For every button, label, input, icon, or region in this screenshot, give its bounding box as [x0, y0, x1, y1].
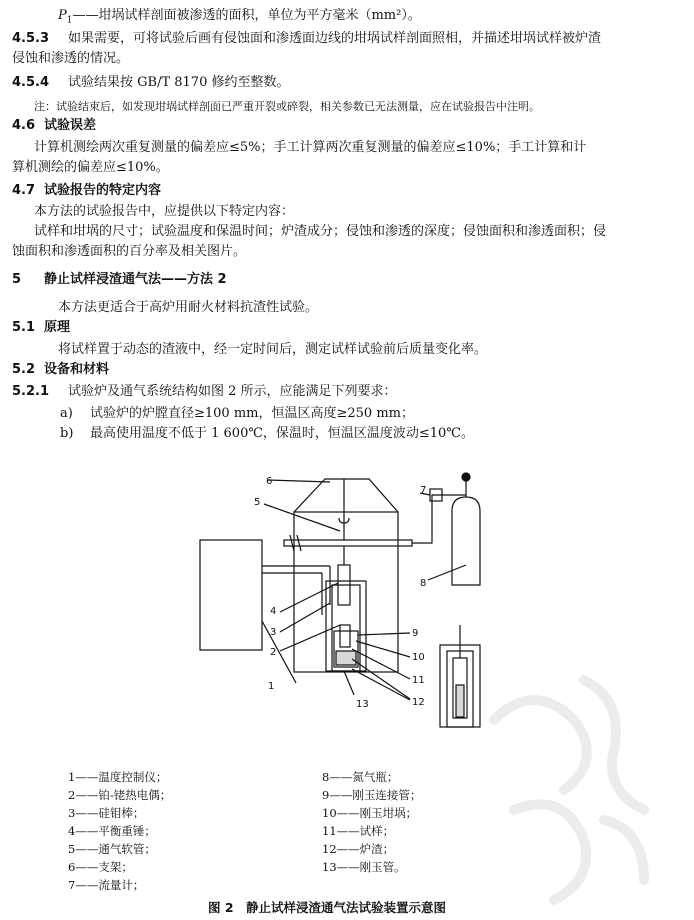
callout-5: 5 [254, 497, 261, 508]
list-item-b-text: 最高使用温度不低于 1 600℃，保温时，恒温区温度波动≤10℃。 [90, 426, 474, 441]
list-item-a [60, 404, 414, 424]
furnace-roof [294, 479, 398, 512]
clause-4-5-3-text: 如果需要，可将试验后画有侵蚀面和渗透面边线的坩埚试样剖面照相，并描述坩埚试样被炉渣 [68, 31, 602, 46]
section-4-7-line1: 本方法的试验报告中，应提供以下特定内容： [34, 204, 295, 219]
clause-5-2-1 [12, 382, 397, 402]
clause-4-5-4-text: 试验结果按 GB/T 8170 修约至整数。 [68, 75, 290, 90]
callout-10: 10 [412, 652, 425, 663]
sample [340, 625, 350, 647]
legend-item: 2——铂-铑热电偶； [68, 788, 172, 802]
legend-item: 6——支架； [68, 860, 133, 874]
callout-9: 9 [412, 628, 419, 639]
gas-pipe [284, 540, 412, 546]
slag [336, 651, 356, 665]
callout-12: 12 [412, 697, 425, 708]
callout-11: 11 [412, 675, 425, 686]
legend-item: 1——温度控制仪； [68, 770, 168, 784]
section-5-1-line1: 将试样置于动态的渣液中，经一定时间后，测定试样试验前后质量变化率。 [58, 342, 488, 357]
list-item-a-label: a) [60, 406, 73, 421]
clause-5-2-1-number: 5.2.1 [12, 384, 50, 399]
p1-symbol: P [58, 8, 67, 23]
legend-item: 13——刚玉管。 [322, 860, 406, 874]
clause-4-5-3-line1 [12, 29, 601, 49]
clause-4-5-4 [12, 73, 289, 93]
furnace-body [294, 512, 398, 672]
clause-5-2-1-text: 试验炉及通气系统结构如图 2 所示，应能满足下列要求： [68, 384, 397, 399]
callout-1: 1 [268, 681, 275, 692]
section-5-1-number: 5.1 [12, 320, 36, 335]
legend-item: 9——刚玉连接管； [322, 788, 422, 802]
legend-item: 5——通气软管； [68, 842, 156, 856]
nitrogen-cylinder [452, 497, 480, 585]
list-item-b-label: b) [60, 426, 74, 441]
callout-13: 13 [356, 699, 369, 710]
legend-left [68, 768, 171, 894]
section-4-6-number: 4.6 [12, 118, 36, 133]
section-4-7-heading [12, 181, 161, 201]
section-4-7-number: 4.7 [12, 183, 36, 198]
section-4-6-title: 试验误差 [44, 118, 97, 133]
clause-4-5-4-number: 4.5.4 [12, 75, 50, 90]
section-4-6-line1: 计算机测绘两次重复测量的偏差应≤5%；手工计算两次重复测量的偏差应≤10%；手工计算和计 [34, 140, 587, 155]
section-5-1-title: 原理 [44, 320, 71, 335]
legend-item: 7——流量计； [68, 878, 145, 892]
clause-4-5-3-number: 4.5.3 [12, 31, 50, 46]
section-5-2-heading [12, 360, 109, 380]
note-text: 注：试验结束后，如发现坩埚试样剖面已严重开裂或碎裂，相关参数已无法测量，应在试验报告中注明。 [34, 100, 540, 113]
section-5-line1: 本方法更适合于高炉用耐火材料抗渣性试验。 [58, 300, 319, 315]
p1-definition [58, 6, 421, 31]
section-4-7-line2: 试样和坩埚的尺寸；试验温度和保温时间；炉渣成分；侵蚀和渗透的深度；侵蚀面积和渗透面积；侵 [34, 224, 607, 239]
callout-3: 3 [270, 627, 277, 638]
section-5-2-number: 5.2 [12, 362, 36, 377]
section-5-1-heading [12, 318, 70, 338]
section-5-2-title: 设备和材料 [44, 362, 110, 377]
p1-subscript: 1 [66, 15, 73, 26]
section-5-number: 5 [12, 272, 22, 287]
list-item-b [60, 424, 474, 444]
p1-text: ——坩埚试样剖面被渗透的面积，单位为平方毫米（mm²）。 [72, 8, 421, 23]
section-5-title: 静止试样浸渣通气法——方法 2 [44, 272, 227, 287]
section-4-7-title: 试验报告的特定内容 [44, 183, 162, 198]
section-4-6-heading [12, 116, 96, 136]
clause-4-5-3-line2: 侵蚀和渗透的情况。 [12, 51, 130, 66]
callout-4: 4 [270, 606, 277, 617]
list-item-a-text: 试验炉的炉膛直径≥100 mm，恒温区高度≥250 mm； [90, 406, 414, 421]
legend-item: 4——平衡重锤； [68, 824, 156, 838]
legend-item: 11——试样； [322, 824, 395, 838]
callout-6: 6 [266, 476, 273, 487]
section-5-heading [12, 270, 227, 290]
callout-7: 7 [420, 485, 427, 496]
callout-8: 8 [420, 578, 427, 589]
legend-item: 12——炉渣； [322, 842, 395, 856]
section-4-6-line2: 算机测绘的偏差应≤10%。 [12, 160, 169, 175]
legend-right [322, 768, 421, 876]
legend-item: 3——硅钼棒； [68, 806, 145, 820]
section-4-7-line3: 蚀面积和渗透面积的百分率及相关图片。 [12, 244, 247, 259]
legend-item: 8——氮气瓶； [322, 770, 399, 784]
watermark-seal [454, 640, 694, 920]
temperature-controller [200, 540, 262, 650]
legend-item: 10——刚玉坩埚； [322, 806, 418, 820]
callout-2: 2 [270, 647, 277, 658]
figure-caption: 图 2 静止试样浸渣通气法试验装置示意图 [208, 900, 447, 915]
